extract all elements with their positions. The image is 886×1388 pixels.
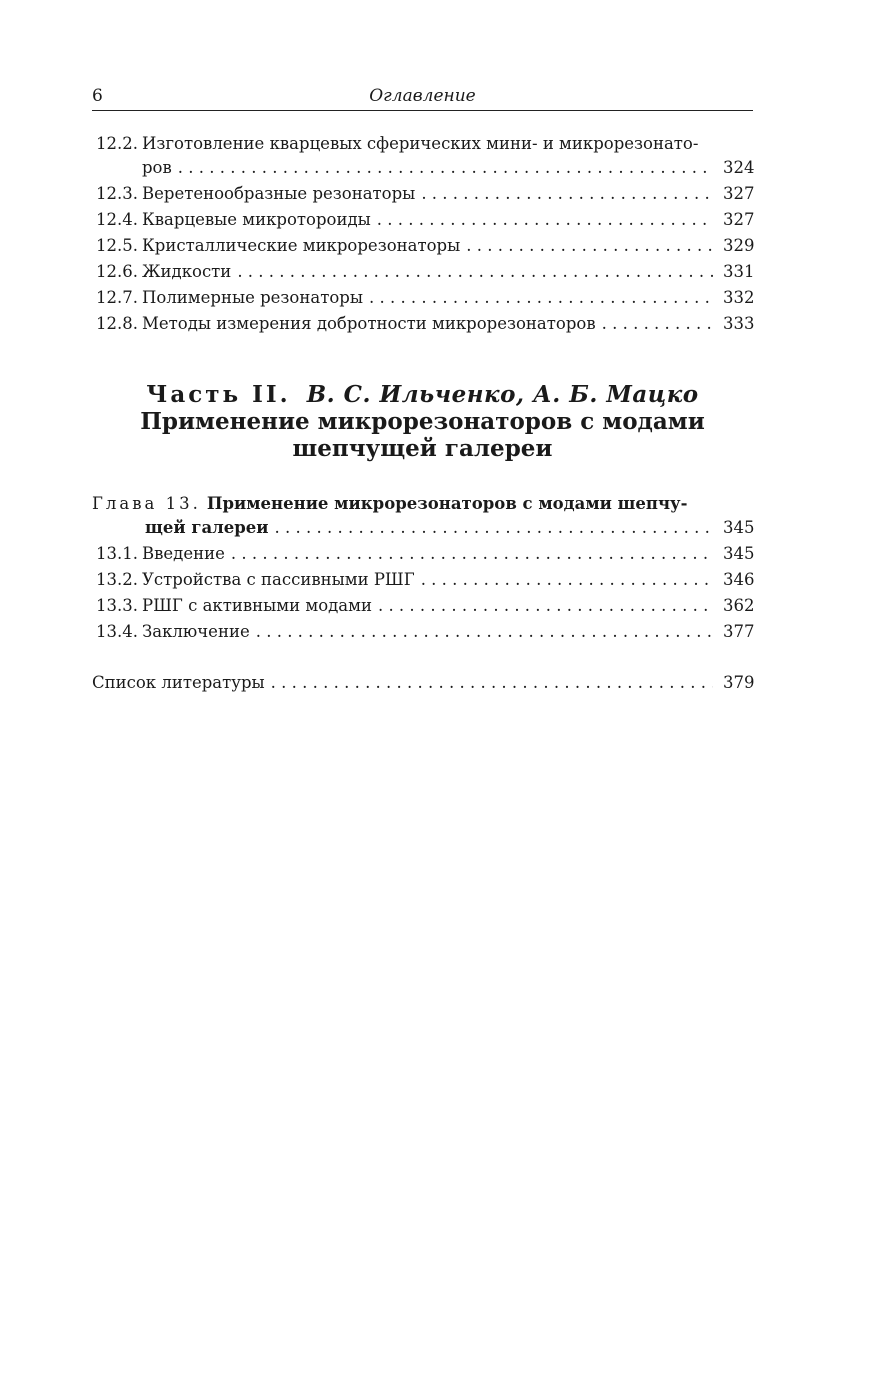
- toc-entry-page: 329: [723, 236, 755, 255]
- toc-entry-number: 12.6.: [96, 262, 138, 281]
- toc-entry-page: 346: [723, 570, 755, 589]
- leader-dots: [466, 233, 713, 259]
- toc-entry-number: 12.4.: [96, 210, 138, 229]
- toc-entry-page: 324: [723, 158, 755, 177]
- toc-entry-title: Введение: [142, 544, 225, 563]
- part-label: Часть II.: [146, 381, 291, 408]
- chapter-title-continued: щей галереи: [145, 518, 269, 537]
- toc-entry-page: 345: [723, 544, 755, 563]
- running-title: Оглавление: [369, 86, 476, 106]
- toc-entry-title: Веретенообразные резонаторы: [142, 184, 416, 203]
- toc-entry-12-8[interactable]: [92, 311, 753, 337]
- toc-entry-title: Изготовление кварцевых сферических мини- и микрорезонато-: [142, 134, 699, 153]
- toc-entry-number: 12.5.: [96, 236, 138, 255]
- toc-entry-12-5[interactable]: [92, 233, 753, 259]
- toc-entry-12-3[interactable]: [92, 181, 753, 207]
- toc-entry-page: 379: [723, 673, 755, 692]
- toc-entry-page: 331: [723, 262, 755, 281]
- toc-entry-page: 345: [723, 518, 755, 537]
- part-title-line-2: шепчущей галереи: [292, 435, 553, 462]
- leader-dots: [378, 593, 713, 619]
- leader-dots: [377, 207, 713, 233]
- toc-entry-page: 333: [723, 314, 755, 333]
- leader-dots: [271, 670, 713, 696]
- toc-entry-13-4[interactable]: [92, 619, 753, 645]
- toc-entry-title: Кварцевые микротороиды: [142, 210, 371, 229]
- leader-dots: [231, 541, 713, 567]
- toc-section-chapter-12: [92, 133, 753, 337]
- chapter-label: Глава 13.: [92, 494, 201, 513]
- toc-entry-12-7[interactable]: [92, 285, 753, 311]
- toc-section-bibliography: [92, 670, 753, 696]
- page-number: 6: [92, 86, 103, 106]
- toc-entry-13-1[interactable]: [92, 541, 753, 567]
- toc-entry-number: 12.2.: [96, 134, 138, 153]
- chapter-title: Применение микрорезонаторов с модами шепчу-: [206, 494, 688, 513]
- toc-entry-page: 362: [723, 596, 755, 615]
- toc-entry-number: 13.4.: [96, 622, 138, 641]
- leader-dots: [178, 155, 713, 181]
- toc-entry-bibliography[interactable]: [92, 670, 753, 696]
- toc-entry-number: 12.8.: [96, 314, 138, 333]
- toc-entry-number: 12.7.: [96, 288, 138, 307]
- toc-entry-title: Список литературы: [92, 673, 265, 692]
- toc-entry-page: 327: [723, 184, 755, 203]
- leader-dots: [602, 311, 713, 337]
- toc-entry-12-6[interactable]: [92, 259, 753, 285]
- toc-entry-title: Устройства с пассивными РШГ: [142, 570, 415, 589]
- toc-entry-number: 13.1.: [96, 544, 138, 563]
- leader-dots: [421, 567, 713, 593]
- toc-entry-page: 327: [723, 210, 755, 229]
- toc-section-chapter-13: [92, 493, 753, 645]
- part-authors: В. С. Ильченко, А. Б. Мацко: [306, 381, 699, 408]
- toc-entry-13-2[interactable]: [92, 567, 753, 593]
- toc-entry-title-continued: ров: [142, 158, 172, 177]
- toc-entry-title: Методы измерения добротности микрорезонаторов: [142, 314, 596, 333]
- toc-entry-13-3[interactable]: [92, 593, 753, 619]
- toc-entry-number: 12.3.: [96, 184, 138, 203]
- leader-dots: [421, 181, 713, 207]
- toc-entry-number: 13.3.: [96, 596, 138, 615]
- leader-dots: [275, 515, 713, 541]
- leader-dots: [256, 619, 713, 645]
- toc-entry-number: 13.2.: [96, 570, 138, 589]
- toc-entry-page: 377: [723, 622, 755, 641]
- toc-entry-12-2[interactable]: [92, 133, 753, 181]
- running-head: [92, 86, 753, 111]
- toc-entry-title: Кристаллические микрорезонаторы: [142, 236, 461, 255]
- toc-entry-title: РШГ с активными модами: [142, 596, 372, 615]
- toc-entry-12-4[interactable]: [92, 207, 753, 233]
- leader-dots: [237, 259, 713, 285]
- toc-entry-title: Заключение: [142, 622, 250, 641]
- toc-entry-title: Жидкости: [142, 262, 232, 281]
- toc-entry-page: 332: [723, 288, 755, 307]
- part-title-line-1: Применение микрорезонаторов с модами: [140, 408, 705, 435]
- leader-dots: [369, 285, 713, 311]
- toc-entry-title: Полимерные резонаторы: [142, 288, 363, 307]
- toc-chapter-13[interactable]: [92, 493, 753, 541]
- part-heading: [92, 381, 753, 462]
